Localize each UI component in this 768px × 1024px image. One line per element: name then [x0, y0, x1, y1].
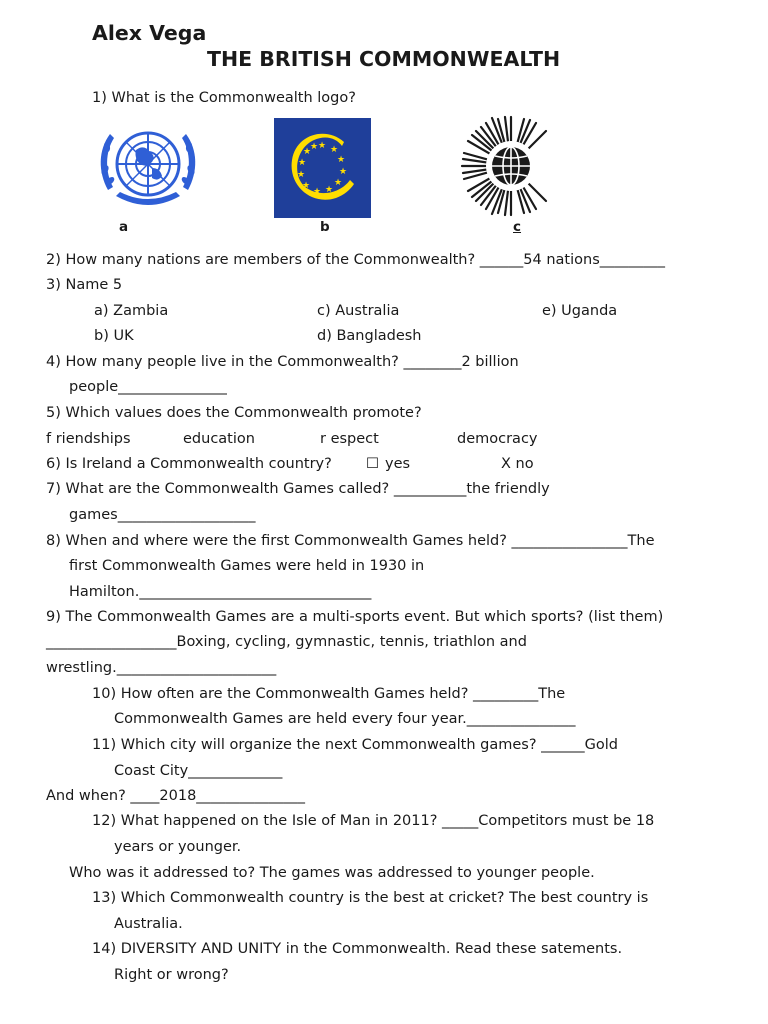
question-10: 10) How often are the Commonwealth Games held? _________The	[92, 686, 566, 702]
commonwealth-logo-icon	[458, 113, 564, 219]
answer-10: Commonwealth Games are held every four year._______________	[114, 711, 576, 727]
answer-3d: d) Bangladesh	[317, 328, 422, 344]
question-12: 12) What happened on the Isle of Man in 2011? _____Competitors must be 18	[92, 813, 655, 829]
answer-3c: c) Australia	[317, 303, 400, 319]
yes-label: yes	[385, 456, 411, 472]
svg-text:★: ★	[297, 158, 307, 168]
student-name: Alex Vega	[92, 21, 207, 45]
answer-9-line-2: wrestling.______________________	[46, 660, 277, 676]
svg-text:★: ★	[309, 142, 319, 152]
svg-text:★: ★	[312, 187, 322, 197]
question-11-when: And when? ____2018_______________	[46, 788, 306, 804]
answer-7: games___________________	[69, 507, 256, 523]
answer-3e: e) Uganda	[542, 303, 618, 319]
answer-4: people_______________	[69, 379, 227, 395]
no-answer: X no	[501, 456, 534, 472]
logo-label-b: b	[320, 219, 330, 235]
value-friendships: f riendships	[46, 431, 131, 447]
question-13: 13) Which Commonwealth country is the best at cricket? The best country is	[92, 890, 649, 906]
question-5: 5) Which values does the Commonwealth promote?	[46, 405, 422, 421]
page-title: THE BRITISH COMMONWEALTH	[207, 47, 561, 71]
question-14: 14) DIVERSITY AND UNITY in the Commonwealth. Read these satements.	[92, 941, 623, 957]
question-4: 4) How many people live in the Commonwealth? ________2 billion	[46, 354, 519, 370]
question-11: 11) Which city will organize the next Commonwealth games? ______Gold	[92, 737, 618, 753]
logo-label-a: a	[119, 219, 129, 235]
value-education: education	[183, 431, 255, 447]
svg-text:★: ★	[301, 181, 311, 191]
logo-label-c-text: c	[513, 219, 522, 235]
svg-text:★: ★	[317, 141, 327, 151]
svg-text:★: ★	[302, 147, 312, 157]
logo-label-c	[513, 218, 521, 236]
svg-text:★: ★	[338, 167, 348, 177]
question-6: 6) Is Ireland a Commonwealth country?	[46, 456, 332, 472]
value-respect: r espect	[320, 431, 379, 447]
question-14-prompt: Right or wrong?	[114, 967, 229, 983]
answer-13: Australia.	[114, 916, 183, 932]
yes-checkbox[interactable]: ☐	[366, 456, 379, 472]
un-emblem-icon	[96, 120, 200, 216]
svg-text:★: ★	[329, 145, 339, 155]
question-12-addressed: Who was it addressed to? The games was addressed to younger people.	[69, 865, 595, 881]
answer-8-line-2: Hamilton.________________________________	[69, 584, 372, 600]
svg-text:★: ★	[296, 170, 306, 180]
answer-12: years or younger.	[114, 839, 242, 855]
question-9: 9) The Commonwealth Games are a multi-sports event. But which sports? (list them)	[46, 609, 664, 625]
question-3: 3) Name 5	[46, 277, 123, 293]
svg-text:★: ★	[333, 178, 343, 188]
svg-text:★: ★	[324, 185, 334, 195]
value-democracy: democracy	[457, 431, 538, 447]
answer-3b: b) UK	[94, 328, 134, 344]
answer-8-line-1: first Commonwealth Games were held in 1930 in	[69, 558, 425, 574]
question-2: 2) How many nations are members of the Commonwealth? ______54 nations_________	[46, 252, 666, 268]
council-of-europe-icon	[274, 118, 371, 218]
answer-11: Coast City_____________	[114, 763, 283, 779]
question-1: 1) What is the Commonwealth logo?	[92, 90, 356, 106]
question-7: 7) What are the Commonwealth Games called? __________the friendly	[46, 481, 550, 497]
svg-text:★: ★	[336, 155, 346, 165]
question-8: 8) When and where were the first Commonwealth Games held? ________________The	[46, 533, 655, 549]
answer-3a: a) Zambia	[94, 303, 169, 319]
answer-9-line-1: __________________Boxing, cycling, gymnastic, tennis, triathlon and	[46, 634, 527, 650]
